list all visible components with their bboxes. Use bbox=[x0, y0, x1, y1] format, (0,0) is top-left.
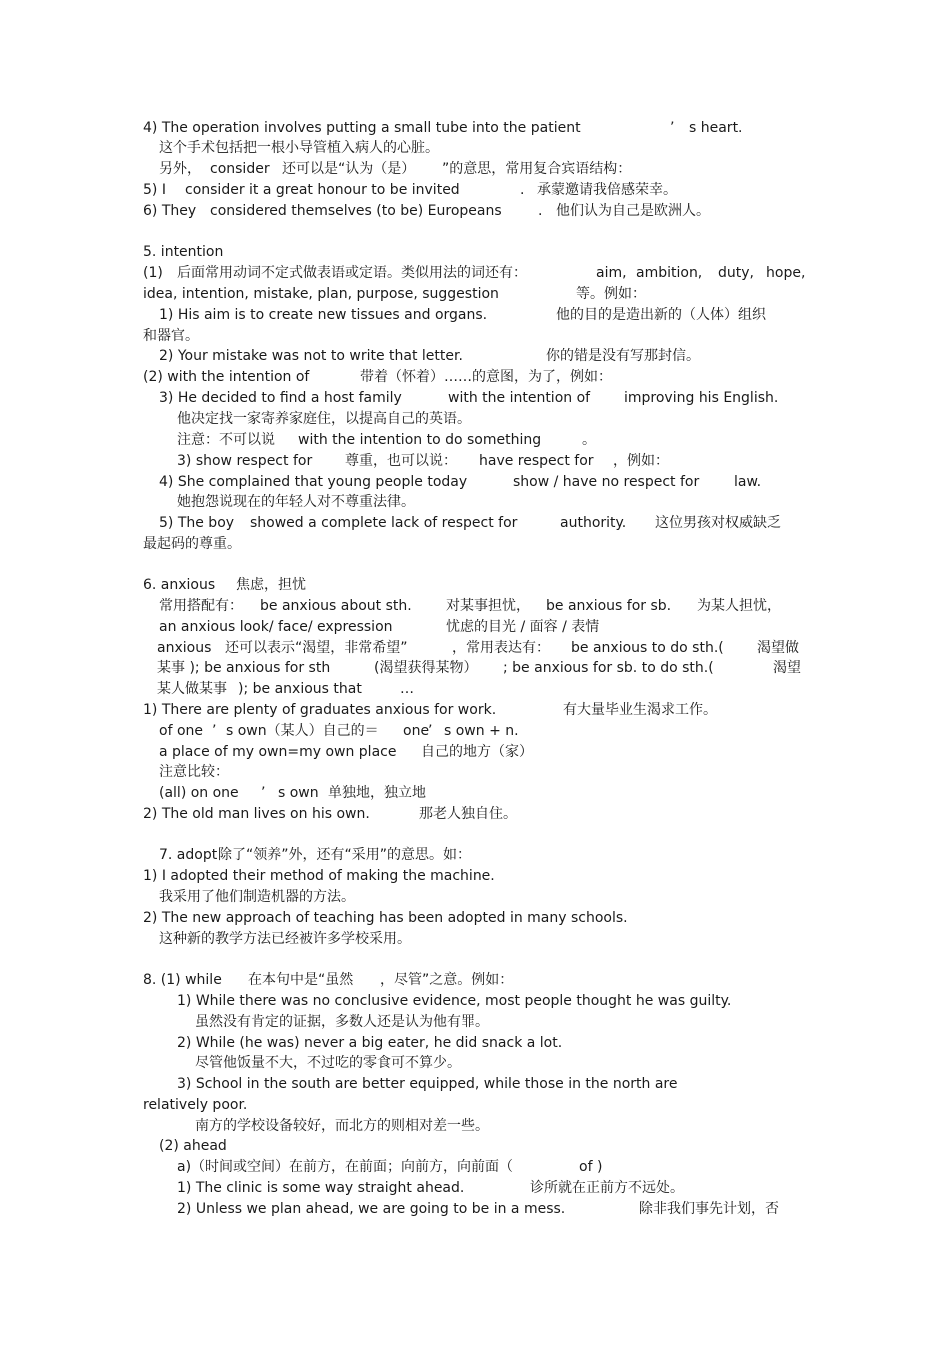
text-segment: considered themselves (to be) Europeans bbox=[210, 203, 502, 219]
text-segment: 4) She complained that young people today bbox=[159, 474, 468, 490]
text-segment: 2) Unless we plan ahead, we are going to be in a mess. bbox=[177, 1201, 566, 1217]
text-line bbox=[0, 804, 950, 824]
text-segment: 1) His aim is to create new tissues and organs. bbox=[159, 307, 488, 323]
text-line bbox=[0, 284, 950, 304]
text-segment: relatively poor. bbox=[143, 1097, 248, 1113]
text-line bbox=[0, 305, 950, 325]
text-segment: 5) I bbox=[143, 182, 166, 198]
text-segment: 后面常用动词不定式做表语或定语。类似用法的词还有： bbox=[177, 265, 527, 281]
text-line bbox=[0, 409, 950, 429]
text-line bbox=[0, 575, 950, 595]
text-segment: 6. anxious bbox=[143, 577, 216, 593]
text-segment: consider it a great honour to be invited bbox=[185, 182, 460, 198]
text-segment: s own（某人）自己的＝ bbox=[226, 723, 379, 739]
text-segment: 2) While (he was) never a big eater, he did snack a lot. bbox=[177, 1035, 563, 1051]
text-line bbox=[0, 534, 950, 554]
text-segment: 注意：不可以说 bbox=[177, 432, 275, 448]
text-line bbox=[0, 430, 950, 450]
text-segment: 最起码的尊重。 bbox=[143, 536, 241, 552]
text-line bbox=[0, 783, 950, 803]
text-segment: 为某人担忧， bbox=[697, 598, 781, 614]
text-segment: duty, bbox=[718, 265, 754, 281]
text-segment: ’ bbox=[670, 120, 675, 136]
text-segment: 2) Your mistake was not to write that letter. bbox=[159, 348, 463, 364]
text-segment: be anxious about sth. bbox=[260, 598, 412, 614]
text-segment: one bbox=[403, 723, 430, 739]
text-segment: a place of my own=my own place bbox=[159, 744, 397, 760]
text-line bbox=[0, 1136, 950, 1156]
text-segment: authority. bbox=[560, 515, 627, 531]
text-segment: with the intention of bbox=[448, 390, 591, 406]
text-segment: 7. adopt bbox=[159, 847, 218, 863]
text-segment: (2) with the intention of bbox=[143, 369, 310, 385]
text-segment: 有大量毕业生渴求工作。 bbox=[563, 702, 717, 718]
text-line bbox=[0, 180, 950, 200]
text-segment: 自己的地方（家） bbox=[421, 744, 533, 760]
text-segment: (2) ahead bbox=[159, 1138, 227, 1154]
text-line bbox=[0, 1033, 950, 1053]
text-segment: 3) He decided to find a host family bbox=[159, 390, 402, 406]
text-line bbox=[0, 721, 950, 741]
text-segment: 虽然没有肯定的证据，多数人还是认为他有罪。 bbox=[195, 1014, 489, 1030]
text-segment: anxious bbox=[157, 640, 212, 656]
text-segment: 尽管他饭量不大，不过吃的零食可不算少。 bbox=[195, 1055, 461, 1071]
text-segment: 常用搭配有： bbox=[159, 598, 243, 614]
text-segment: show / have no respect for bbox=[513, 474, 700, 490]
text-line bbox=[0, 201, 950, 221]
text-line bbox=[0, 1012, 950, 1032]
text-segment: 3) School in the south are better equipped, while those in the north are bbox=[177, 1076, 678, 1092]
text-segment: 他决定找一家寄养家庭住，以提高自己的英语。 bbox=[177, 411, 471, 427]
text-line bbox=[0, 700, 950, 720]
text-segment: 承蒙邀请我倍感荣幸。 bbox=[537, 182, 677, 198]
text-segment: 渴望 bbox=[773, 660, 801, 676]
text-segment: 带着（怀着）……的意图，为了，例如： bbox=[360, 369, 612, 385]
text-line bbox=[0, 513, 950, 533]
text-segment: 她抱怨说现在的年轻人对不尊重法律。 bbox=[177, 494, 415, 510]
text-segment: 还可以是“认为（是） bbox=[282, 161, 416, 177]
text-line bbox=[0, 638, 950, 658]
text-segment: 单独地，独立地 bbox=[328, 785, 426, 801]
text-segment: 3) show respect for bbox=[177, 453, 313, 469]
text-line bbox=[0, 596, 950, 616]
text-segment: 尊重，也可以说： bbox=[345, 453, 457, 469]
text-segment: 那老人独自住。 bbox=[419, 806, 517, 822]
text-line bbox=[0, 346, 950, 366]
text-segment: 渴望做 bbox=[757, 640, 799, 656]
text-segment: (all) on one bbox=[159, 785, 239, 801]
text-segment: 另外， bbox=[159, 161, 201, 177]
text-line bbox=[0, 326, 950, 346]
text-segment: with the intention to do something bbox=[298, 432, 542, 448]
text-line bbox=[0, 451, 950, 471]
text-segment: 我采用了他们制造机器的方法。 bbox=[159, 889, 355, 905]
text-segment: 5. intention bbox=[143, 244, 224, 260]
text-segment: be anxious for sb. bbox=[546, 598, 672, 614]
text-segment: 诊所就在正前方不远处。 bbox=[530, 1180, 684, 1196]
text-segment: 注意比较： bbox=[159, 764, 229, 780]
text-segment: 。 bbox=[582, 432, 596, 448]
text-line bbox=[0, 1116, 950, 1136]
text-line bbox=[0, 845, 950, 865]
text-segment: an anxious look/ face/ expression bbox=[159, 619, 393, 635]
text-line bbox=[0, 1178, 950, 1198]
text-line bbox=[0, 991, 950, 1011]
text-line bbox=[0, 658, 950, 678]
text-segment: . bbox=[538, 203, 543, 219]
text-line bbox=[0, 138, 950, 158]
text-segment: ’ bbox=[212, 723, 217, 739]
text-segment: 他们认为自己是欧洲人。 bbox=[556, 203, 710, 219]
text-segment: … bbox=[400, 681, 414, 697]
text-segment: s own bbox=[278, 785, 319, 801]
text-segment: hope, bbox=[766, 265, 806, 281]
text-line bbox=[0, 1157, 950, 1177]
text-segment: consider bbox=[210, 161, 270, 177]
text-segment: 这个手术包括把一根小导管植入病人的心脏。 bbox=[159, 140, 439, 156]
text-segment: 6) They bbox=[143, 203, 197, 219]
text-line bbox=[0, 742, 950, 762]
text-segment: 他的目的是造出新的（人体）组织 bbox=[556, 307, 766, 323]
text-segment: 除了“领养”外，还有“采用”的意思。如： bbox=[218, 847, 472, 863]
text-segment: 南方的学校设备较好，而北方的则相对差一些。 bbox=[195, 1118, 489, 1134]
text-line bbox=[0, 492, 950, 512]
text-line bbox=[0, 1095, 950, 1115]
text-line bbox=[0, 970, 950, 990]
text-line bbox=[0, 762, 950, 782]
text-line bbox=[0, 908, 950, 928]
text-segment: law. bbox=[734, 474, 762, 490]
text-segment: 1) While there was no conclusive evidence, most people thought he was guilty. bbox=[177, 993, 732, 1009]
text-segment: . bbox=[520, 182, 525, 198]
text-line bbox=[0, 887, 950, 907]
text-segment: (1) bbox=[143, 265, 163, 281]
text-line bbox=[0, 866, 950, 886]
text-line bbox=[0, 617, 950, 637]
text-segment: 1) The clinic is some way straight ahead. bbox=[177, 1180, 465, 1196]
text-segment: 和器官。 bbox=[143, 328, 199, 344]
text-segment: (渴望获得某物） bbox=[374, 660, 478, 676]
text-segment: 在本句中是“虽然 bbox=[248, 972, 354, 988]
text-segment: 4) The operation involves putting a small tube into the patient bbox=[143, 120, 581, 136]
text-segment: 你的错是没有写那封信。 bbox=[546, 348, 700, 364]
text-segment: ，尽管”之意。例如： bbox=[380, 972, 514, 988]
text-line bbox=[0, 242, 950, 262]
text-segment: 忧虑的目光 / 面容 / 表情 bbox=[446, 619, 600, 635]
text-segment: 这位男孩对权威缺乏 bbox=[655, 515, 781, 531]
text-segment: improving his English. bbox=[624, 390, 779, 406]
text-segment: ，常用表达有： bbox=[452, 640, 550, 656]
text-line bbox=[0, 159, 950, 179]
text-segment: 等。例如： bbox=[576, 286, 646, 302]
text-line bbox=[0, 472, 950, 492]
text-segment: ，例如： bbox=[613, 453, 669, 469]
text-line bbox=[0, 1074, 950, 1094]
text-segment: ; be anxious for sb. to do sth.( bbox=[503, 660, 714, 676]
text-segment: 5) The boy bbox=[159, 515, 235, 531]
text-segment: 焦虑，担忧 bbox=[236, 577, 306, 593]
text-segment: ”的意思，常用复合宾语结构： bbox=[442, 161, 632, 177]
text-segment: 2) The new approach of teaching has been adopted in many schools. bbox=[143, 910, 628, 926]
text-segment: ’ bbox=[261, 785, 266, 801]
text-segment: of ) bbox=[579, 1159, 603, 1175]
text-segment: 这种新的教学方法已经被许多学校采用。 bbox=[159, 931, 411, 947]
text-segment: 8. (1) while bbox=[143, 972, 222, 988]
text-segment: s heart. bbox=[689, 120, 743, 136]
text-line bbox=[0, 1053, 950, 1073]
text-line bbox=[0, 118, 950, 138]
text-segment: 还可以表示“渴望，非常希望” bbox=[225, 640, 408, 656]
text-line bbox=[0, 1199, 950, 1219]
text-segment: a)（时间或空间）在前方，在前面；向前方，向前面（ bbox=[177, 1159, 514, 1175]
text-segment: ’ bbox=[428, 723, 433, 739]
text-segment: 某人做某事 bbox=[157, 681, 227, 697]
text-segment: have respect for bbox=[479, 453, 594, 469]
text-segment: of one bbox=[159, 723, 203, 739]
text-line bbox=[0, 388, 950, 408]
text-line bbox=[0, 679, 950, 699]
text-line bbox=[0, 367, 950, 387]
text-segment: be anxious to do sth.( bbox=[571, 640, 724, 656]
text-segment: ambition, bbox=[636, 265, 703, 281]
text-segment: showed a complete lack of respect for bbox=[250, 515, 518, 531]
text-segment: 对某事担忧， bbox=[446, 598, 530, 614]
text-segment: ); be anxious that bbox=[238, 681, 362, 697]
text-line bbox=[0, 263, 950, 283]
text-segment: s own + n. bbox=[444, 723, 519, 739]
text-line bbox=[0, 929, 950, 949]
text-segment: 2) The old man lives on his own. bbox=[143, 806, 370, 822]
text-segment: aim, bbox=[596, 265, 627, 281]
text-segment: idea, intention, mistake, plan, purpose, suggestion bbox=[143, 286, 499, 302]
text-segment: 某事 ); be anxious for sth bbox=[157, 660, 331, 676]
text-segment: 1) There are plenty of graduates anxious for work. bbox=[143, 702, 497, 718]
text-segment: 除非我们事先计划，否 bbox=[639, 1201, 779, 1217]
text-segment: 1) I adopted their method of making the machine. bbox=[143, 868, 495, 884]
